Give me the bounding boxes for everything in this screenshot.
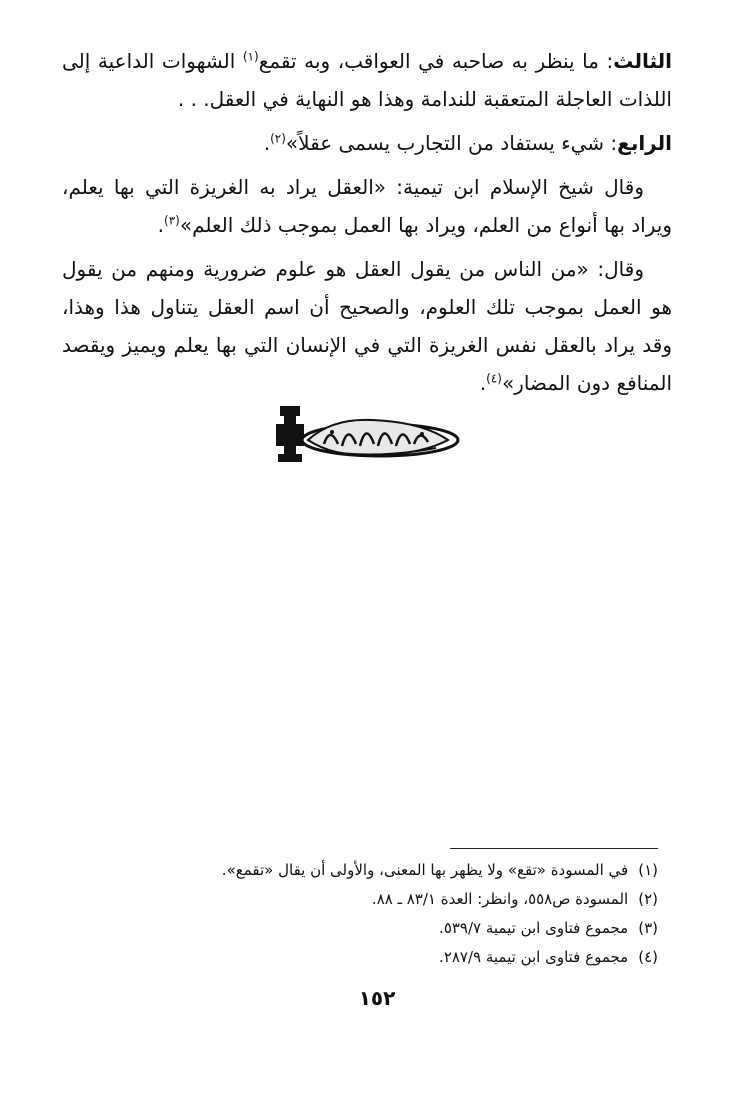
footnote-item [150,914,658,943]
footnote-text: المسودة ص٥٥٨، وانظر: العدة ٨٣/١ ـ ٨٨. [371,890,629,908]
footnote-marker[interactable]: (١) [242,49,259,64]
paragraph-third [62,42,672,118]
main-text [62,42,672,408]
footnote-marker[interactable]: (٤) [486,371,502,386]
footnote-marker[interactable]: (٣) [164,213,180,228]
paragraph-text: . [157,213,165,237]
paragraph-text: : ما ينظر به صاحبه في العواقب، وبه تقمع [258,49,614,73]
paragraph-text: . [479,371,487,395]
footnote-number: (١) [638,861,658,879]
footnote-marker[interactable]: (٢) [270,131,286,146]
footnote-text: مجموع فتاوى ابن تيمية ٥٣٩/٧. [439,919,629,937]
paragraph-text: وقال شيخ الإسلام ابن تيمية: «العقل يراد به الغريزة التي بها يعلم، ويراد بها أنواع من العلم، ويراد بها العمل بموجب ذلك العلم» [62,175,672,237]
paragraph-text: وقال: «من الناس من يقول العقل هو علوم ضرورية ومنهم من يقول هو العمل بموجب تلك العلوم، والصحيح أن اسم العقل يتناول هذا وهذا، وقد يراد بالعقل نفس الغريزة التي في الإنسان التي بها يعلم ويميز ويقصد المنافع دون المضار» [62,257,672,395]
paragraph-fourth [62,124,672,162]
paragraph-text: الشهوات الداعية إلى اللذات العاجلة المتعقبة للندامة وهذا هو النهاية في العقل. . . [62,49,672,111]
footnote-item [150,885,658,914]
footnote-separator [450,848,658,849]
paragraph-quote-1 [62,168,672,244]
paragraph-lead: الرابع [617,131,672,155]
paragraph-text: : شيء يستفاد من التجارب يسمى عقلاً» [285,131,618,155]
footnote-text: مجموع فتاوى ابن تيمية ٢٨٧/٩. [439,948,629,966]
paragraph-quote-2 [62,250,672,402]
footnote-text: في المسودة «تقع» ولا يظهر بها المعنى، والأولى أن يقال «تقمع». [221,861,629,879]
paragraph-text: . [263,131,271,155]
footnote-item [150,856,658,885]
ornament-divider-icon [272,404,462,468]
footnote-number: (٣) [638,919,658,937]
footnote-number: (٤) [638,948,658,966]
paragraph-lead: الثالث [613,49,673,73]
footnotes [150,856,658,972]
footnote-number: (٢) [638,890,658,908]
page-number: ١٥٢ [358,986,396,1010]
footnote-item [150,943,658,972]
